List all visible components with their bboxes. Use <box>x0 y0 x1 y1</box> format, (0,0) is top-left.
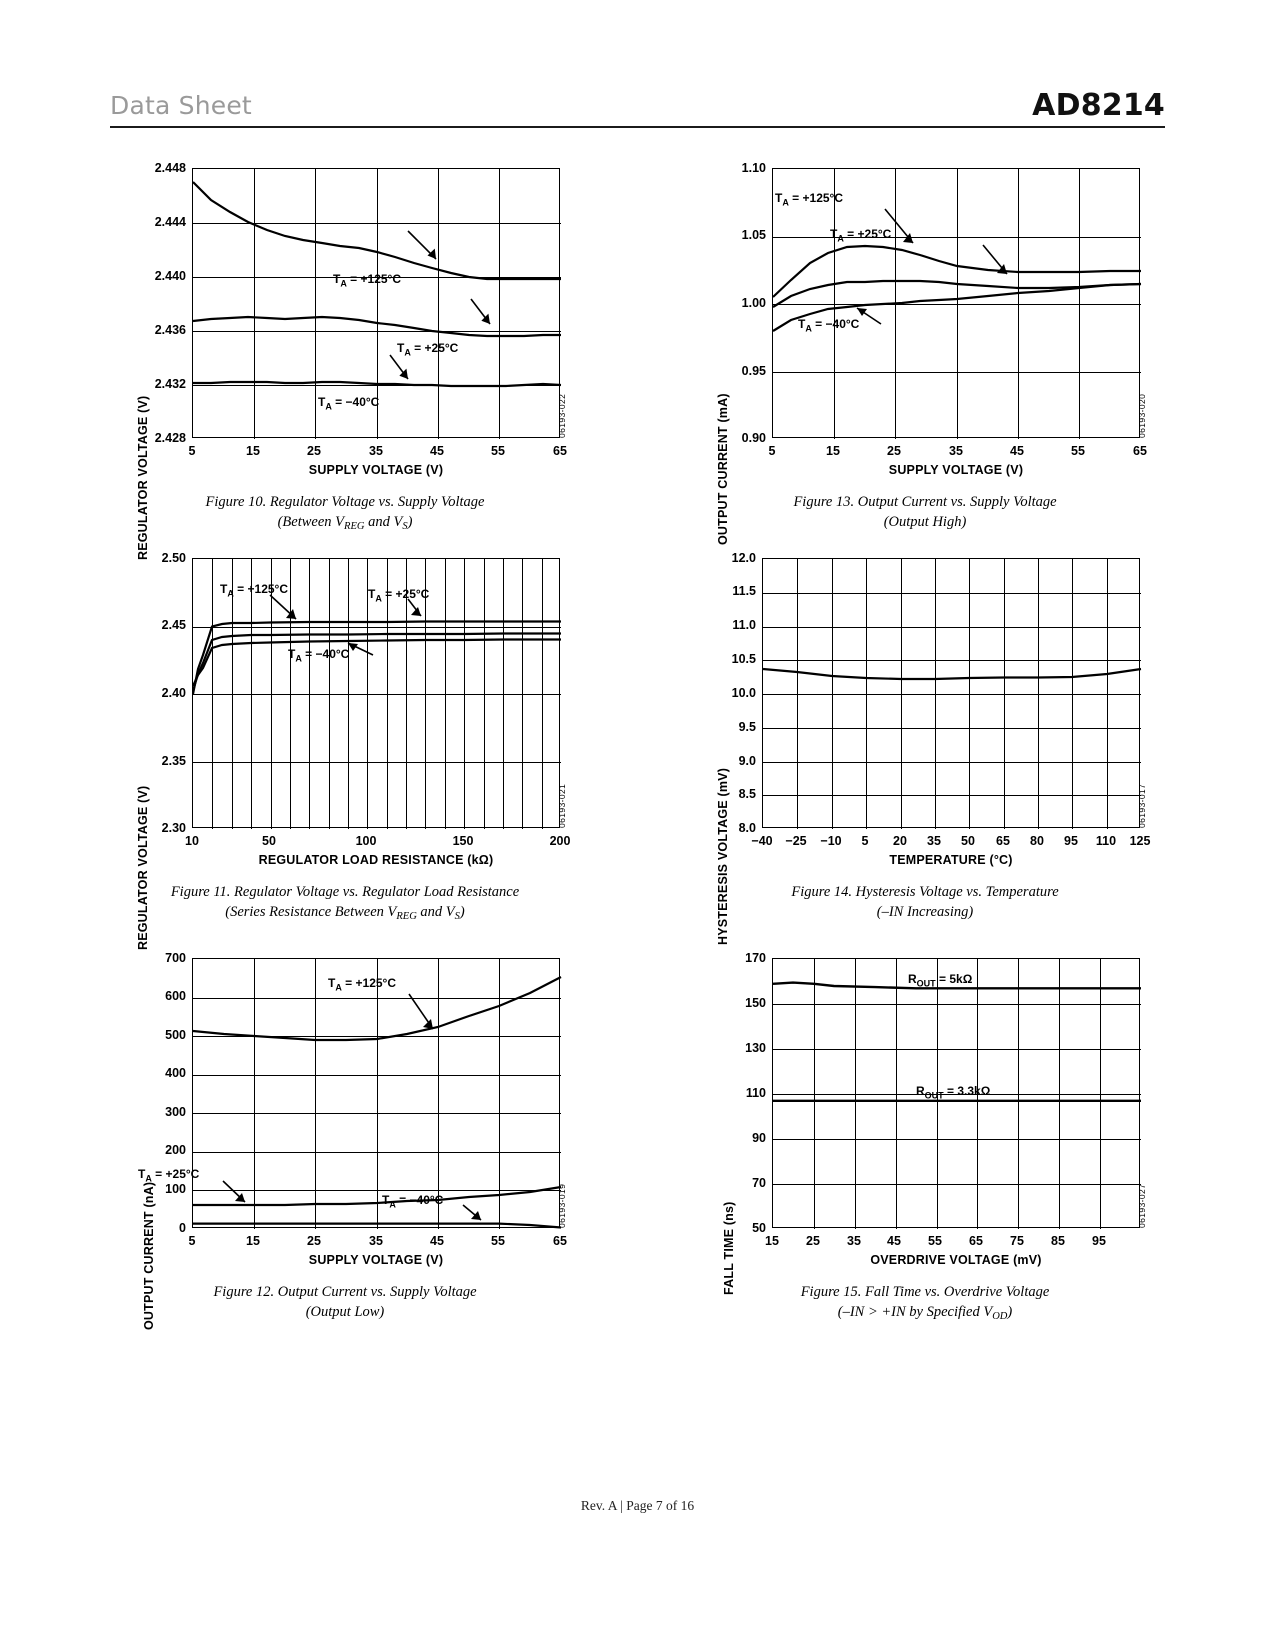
figure-10-y-tick: 2.448 <box>154 161 186 175</box>
figure-14-caption-line2: (–IN Increasing) <box>876 903 974 920</box>
figure-14-x-tick: 80 <box>1030 834 1044 848</box>
figure-15-x-tick: 15 <box>765 1234 779 1248</box>
figure-14-y-tick: 10.0 <box>731 686 756 700</box>
figure-13-x-tick: 35 <box>949 444 963 458</box>
figure-11-caption-line2: (Series Resistance Between $V_{REG}$ and $V_S$) <box>225 903 465 922</box>
figure-13-y-tick: 0.90 <box>741 431 766 445</box>
figure-15-id-code: 06193-027 <box>1137 1183 1147 1228</box>
figure-13-series-label-125c: $T_A = +125^\circ C$ <box>775 191 844 208</box>
figure-14-y-tick: 9.5 <box>738 720 756 734</box>
figure-10-id-code: 06193-022 <box>557 393 567 438</box>
figure-14-plot-area <box>762 558 1140 828</box>
figure-10-x-tick: 15 <box>246 444 260 458</box>
figure-14-y-tick: 11.0 <box>732 618 756 632</box>
figure-15-series-label-5k: $R_{OUT} = 5k\Omega$ <box>908 972 973 989</box>
figure-11-caption-line1: Figure 11. Regulator Voltage vs. Regulator Load Resistance <box>170 884 520 900</box>
figure-14-x-tick: −40 <box>751 834 773 848</box>
figure-11 <box>110 545 580 950</box>
figure-10-y-tick: 2.436 <box>154 323 186 337</box>
figure-10-y-axis-label: REGULATOR VOLTAGE (V) <box>136 395 150 560</box>
figure-14-y-tick: 12.0 <box>731 551 756 565</box>
figure-14-caption <box>670 883 1180 922</box>
figure-14-y-axis-label: HYSTERESIS VOLTAGE (mV) <box>716 767 730 945</box>
figure-15-caption-line2: (–IN > +IN by Specified $V_{OD}$) <box>837 1303 1013 1322</box>
figure-12-series-label-25c: $T_A = +25^\circ C$ <box>138 1167 200 1184</box>
figure-11-x-tick: 150 <box>452 834 474 848</box>
figure-10-series-label-m40c: $T_A = -40^\circ C$ <box>318 395 380 412</box>
figure-15-x-tick: 55 <box>928 1234 942 1248</box>
figure-12-id-code: 06193-019 <box>557 1183 567 1228</box>
figure-15-y-tick: 130 <box>745 1041 766 1055</box>
figure-10-x-tick: 45 <box>430 444 444 458</box>
figure-13-series-label-m40c: $T_A = -40^\circ C$ <box>798 317 860 334</box>
figure-12-y-tick: 400 <box>165 1066 186 1080</box>
figure-11-y-tick: 2.40 <box>161 686 186 700</box>
figure-12-x-tick: 15 <box>246 1234 260 1248</box>
figure-12-y-axis-label: OUTPUT CURRENT (nA) <box>142 1181 156 1330</box>
figure-15-x-tick: 65 <box>969 1234 983 1248</box>
figure-12-x-tick: 45 <box>430 1234 444 1248</box>
figure-15-x-tick: 35 <box>847 1234 861 1248</box>
figure-14-curves <box>763 559 1141 829</box>
figure-13-x-tick: 55 <box>1071 444 1085 458</box>
figure-12-x-tick: 35 <box>369 1234 383 1248</box>
figure-10-caption <box>90 493 600 534</box>
figure-11-series-label-m40c: $T_A = -40^\circ C$ <box>288 647 350 664</box>
figure-10-series-label-125c: $T_A = +125^\circ C$ <box>333 272 402 289</box>
figure-11-y-tick: 2.35 <box>161 754 186 768</box>
figure-12-x-tick: 65 <box>553 1234 567 1248</box>
header-part-number: AD8214 <box>1032 88 1165 123</box>
figure-14-x-tick: 125 <box>1129 834 1151 848</box>
figure-13-x-axis-label: SUPPLY VOLTAGE (V) <box>888 463 1024 477</box>
figure-13-y-tick: 0.95 <box>741 364 766 378</box>
figure-11-x-tick: 50 <box>262 834 276 848</box>
figure-13 <box>690 155 1160 545</box>
figure-15-series-label-3k3: $R_{OUT} = 3.3k\Omega$ <box>916 1084 991 1101</box>
figure-13-plot-area <box>772 168 1140 438</box>
figure-14-x-tick: 5 <box>861 834 869 848</box>
figure-12-series-label-125c: $T_A = +125^\circ C$ <box>328 976 397 993</box>
figure-12-y-tick: 0 <box>179 1221 186 1235</box>
figure-14-y-tick: 10.5 <box>731 652 756 666</box>
figure-15-x-tick: 45 <box>887 1234 901 1248</box>
figure-14-x-tick: 20 <box>893 834 907 848</box>
figure-12-x-tick: 25 <box>307 1234 321 1248</box>
figure-15-caption <box>670 1283 1180 1324</box>
figure-15-y-tick: 70 <box>752 1176 766 1190</box>
figure-13-caption <box>670 493 1180 532</box>
figure-13-x-tick: 5 <box>768 444 776 458</box>
figure-10-y-tick: 2.440 <box>154 269 186 283</box>
figure-10-x-axis-label: SUPPLY VOLTAGE (V) <box>308 463 444 477</box>
figure-13-y-axis-label: OUTPUT CURRENT (mA) <box>716 393 730 545</box>
figure-12-x-axis-label: SUPPLY VOLTAGE (V) <box>308 1253 444 1267</box>
figure-14-x-tick: 65 <box>996 834 1010 848</box>
figure-10-x-tick: 5 <box>188 444 196 458</box>
figure-14-y-tick: 8.0 <box>738 821 756 835</box>
figure-11-x-tick: 200 <box>549 834 571 848</box>
figure-13-x-tick: 15 <box>826 444 840 458</box>
figure-15-x-tick: 25 <box>806 1234 820 1248</box>
figure-13-x-tick: 65 <box>1133 444 1147 458</box>
figure-15-y-tick: 170 <box>745 951 766 965</box>
figure-13-caption-line2: (Output High) <box>883 513 967 530</box>
figure-15-caption-line1: Figure 15. Fall Time vs. Overdrive Voltage <box>800 1284 1050 1300</box>
figure-13-y-tick: 1.10 <box>741 161 766 175</box>
figure-10-x-tick: 35 <box>369 444 383 458</box>
figure-15 <box>690 945 1160 1345</box>
figure-10-y-tick: 2.432 <box>154 377 186 391</box>
figure-12-x-tick: 55 <box>491 1234 505 1248</box>
figure-11-y-tick: 2.50 <box>161 551 186 565</box>
figure-11-series-label-25c: $T_A = +25^\circ C$ <box>368 587 430 604</box>
figure-11-id-code: 06193-021 <box>557 783 567 828</box>
figure-11-x-tick: 100 <box>355 834 377 848</box>
figure-14-x-tick: 50 <box>961 834 975 848</box>
figure-14-x-tick: 110 <box>1095 834 1117 848</box>
page-footer: Rev. A | Page 7 of 16 <box>580 1498 695 1513</box>
figure-12-y-tick: 200 <box>165 1143 186 1157</box>
figure-12 <box>110 945 580 1345</box>
figure-11-series-label-125c: $T_A = +125^\circ C$ <box>220 582 289 599</box>
figure-14-caption-line1: Figure 14. Hysteresis Voltage vs. Temperature <box>791 884 1059 900</box>
figure-11-x-tick: 10 <box>185 834 199 848</box>
figure-13-caption-line1: Figure 13. Output Current vs. Supply Voltage <box>793 494 1057 510</box>
figure-12-plot-area <box>192 958 560 1228</box>
figure-15-y-tick: 50 <box>752 1221 766 1235</box>
header-document-type: Data Sheet <box>110 91 252 120</box>
figure-15-y-tick: 110 <box>745 1086 766 1100</box>
figure-11-x-axis-label: REGULATOR LOAD RESISTANCE (kΩ) <box>258 853 494 867</box>
figure-12-series-label-m40c: $T_A = -40^\circ C$ <box>382 1193 444 1210</box>
figure-10-caption-line1: Figure 10. Regulator Voltage vs. Supply Voltage <box>205 494 485 510</box>
figure-12-y-tick: 100 <box>165 1182 186 1196</box>
figure-11-y-axis-label: REGULATOR VOLTAGE (V) <box>136 785 150 950</box>
figure-11-y-tick: 2.30 <box>161 821 186 835</box>
figure-15-x-tick: 95 <box>1092 1234 1106 1248</box>
figure-14-y-tick: 9.0 <box>738 754 756 768</box>
figure-15-x-axis-label: OVERDRIVE VOLTAGE (mV) <box>870 1253 1042 1267</box>
figure-13-series-label-25c: $T_A = +25^\circ C$ <box>830 227 892 244</box>
figure-10-x-tick: 65 <box>553 444 567 458</box>
figure-15-y-tick: 90 <box>752 1131 766 1145</box>
figure-14-x-tick: 35 <box>927 834 941 848</box>
figure-11-caption <box>70 883 620 924</box>
figure-12-y-tick: 500 <box>165 1028 186 1042</box>
figure-13-curves <box>773 169 1141 439</box>
figure-15-x-tick: 75 <box>1010 1234 1024 1248</box>
figure-14-x-tick: −10 <box>820 834 842 848</box>
figure-15-y-axis-label: FALL TIME (ns) <box>722 1201 736 1295</box>
figure-13-x-tick: 25 <box>887 444 901 458</box>
figure-12-caption <box>90 1283 600 1322</box>
figure-10-caption-line2: (Between $V_{REG}$ and $V_S$) <box>277 513 413 532</box>
figure-12-x-tick: 5 <box>188 1234 196 1248</box>
figure-14-x-axis-label: TEMPERATURE (°C) <box>889 853 1013 867</box>
figure-11-y-tick: 2.45 <box>161 618 186 632</box>
figure-12-y-tick: 600 <box>165 989 186 1003</box>
figure-13-y-tick: 1.05 <box>741 228 766 242</box>
figure-12-y-tick: 700 <box>165 951 186 965</box>
figure-15-y-tick: 150 <box>745 996 766 1010</box>
figure-14-x-tick: 95 <box>1064 834 1078 848</box>
figure-13-y-tick: 1.00 <box>741 296 766 310</box>
figure-14-y-tick: 11.5 <box>732 584 756 598</box>
figure-14-y-tick: 8.5 <box>738 787 756 801</box>
figure-12-caption-line1: Figure 12. Output Current vs. Supply Voltage <box>213 1284 477 1300</box>
figure-10-x-tick: 25 <box>307 444 321 458</box>
figure-13-id-code: 06193-020 <box>1137 393 1147 438</box>
figure-10-x-tick: 55 <box>491 444 505 458</box>
figure-12-curves <box>193 959 561 1229</box>
figure-14-id-code: 06193-017 <box>1137 783 1147 828</box>
figure-12-y-tick: 300 <box>165 1105 186 1119</box>
figure-10-y-tick: 2.428 <box>154 431 186 445</box>
figure-12-caption-line2: (Output Low) <box>305 1303 385 1320</box>
figure-13-x-tick: 45 <box>1010 444 1024 458</box>
figure-10-series-label-25c: $T_A = +25^\circ C$ <box>397 341 459 358</box>
page-header <box>110 80 1165 128</box>
figure-14 <box>690 545 1160 945</box>
figure-15-x-tick: 85 <box>1051 1234 1065 1248</box>
figure-10-y-tick: 2.444 <box>154 215 186 229</box>
figure-14-x-tick: −25 <box>785 834 807 848</box>
